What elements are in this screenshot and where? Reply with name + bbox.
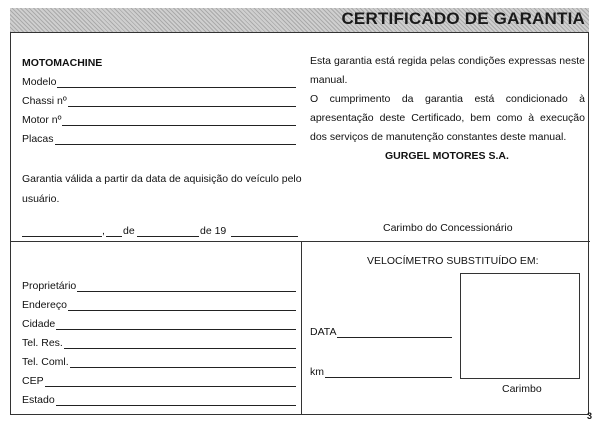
field-label: Estado (22, 394, 55, 406)
field-line[interactable] (70, 357, 296, 368)
field-line[interactable] (64, 338, 296, 349)
field-line[interactable] (62, 115, 296, 126)
stamp-label: Carimbo (502, 383, 542, 395)
speedometer-km-field[interactable] (310, 366, 452, 378)
vehicle-field-chassi[interactable] (22, 95, 296, 107)
page-number: 3 (586, 411, 592, 421)
header-bar (10, 8, 589, 33)
date-de-2: de 19 (200, 225, 227, 237)
vehicle-field-modelo[interactable] (22, 76, 296, 88)
date-year-line[interactable] (231, 235, 298, 237)
date-de-1: de (123, 225, 135, 237)
date-comma: , (102, 225, 105, 237)
field-label: CEP (22, 375, 44, 387)
owner-field-tel-res[interactable] (22, 337, 296, 349)
vertical-divider (301, 241, 302, 415)
owner-field-endereco[interactable] (22, 299, 296, 311)
validity-note: Garantia válida a partir da data de aquisição do veículo pelo usuário. (22, 173, 302, 205)
owner-field-tel-coml[interactable] (22, 356, 296, 368)
conditions-text (310, 52, 585, 147)
field-label: Tel. Res. (22, 337, 63, 349)
company-name: GURGEL MOTORES S.A. (385, 150, 509, 162)
date-month-name-line[interactable] (137, 235, 199, 237)
field-label: Modelo (22, 76, 57, 88)
field-line[interactable] (68, 300, 296, 311)
speedometer-heading: VELOCÍMETRO SUBSTITUÍDO EM: (367, 255, 539, 267)
field-label: Cidade (22, 318, 56, 330)
field-line[interactable] (45, 376, 296, 387)
field-line[interactable] (57, 77, 296, 88)
field-label: Placas (22, 133, 54, 145)
date-day-line[interactable] (22, 235, 102, 237)
field-label: Tel. Coml. (22, 356, 69, 368)
vehicle-field-placas[interactable] (22, 133, 296, 145)
speedometer-date-label: DATA (310, 326, 337, 338)
vehicle-field-motor[interactable] (22, 114, 296, 126)
field-line[interactable] (56, 319, 296, 330)
field-line[interactable] (77, 281, 296, 292)
field-line[interactable] (56, 395, 296, 406)
stamp-box[interactable] (460, 273, 580, 379)
horizontal-divider (10, 241, 590, 242)
date-month-line[interactable] (106, 235, 122, 237)
speedometer-km-label: km (310, 366, 324, 378)
dealer-stamp-label: Carimbo do Concessionário (383, 222, 513, 234)
conditions-para-1: Esta garantia está regida pelas condições expressas neste manual. (310, 55, 585, 86)
field-line[interactable] (55, 134, 296, 145)
field-line[interactable] (337, 327, 452, 338)
field-label: Chassi nº (22, 95, 67, 107)
owner-field-cidade[interactable] (22, 318, 296, 330)
owner-field-estado[interactable] (22, 394, 296, 406)
field-line[interactable] (325, 367, 452, 378)
owner-field-proprietario[interactable] (22, 280, 296, 292)
vehicle-heading: MOTOMACHINE (22, 57, 103, 69)
field-line[interactable] (68, 96, 296, 107)
field-label: Proprietário (22, 280, 77, 292)
owner-field-cep[interactable] (22, 375, 296, 387)
certificate-title: CERTIFICADO DE GARANTIA (341, 9, 585, 28)
speedometer-date-field[interactable] (310, 326, 452, 338)
field-label: Endereço (22, 299, 67, 311)
field-label: Motor nº (22, 114, 62, 126)
conditions-para-2: O cumprimento da garantia está condicionado à apresentação deste Certificado, bem como à execução dos serviços de manutenção constantes deste manual. (310, 93, 585, 143)
